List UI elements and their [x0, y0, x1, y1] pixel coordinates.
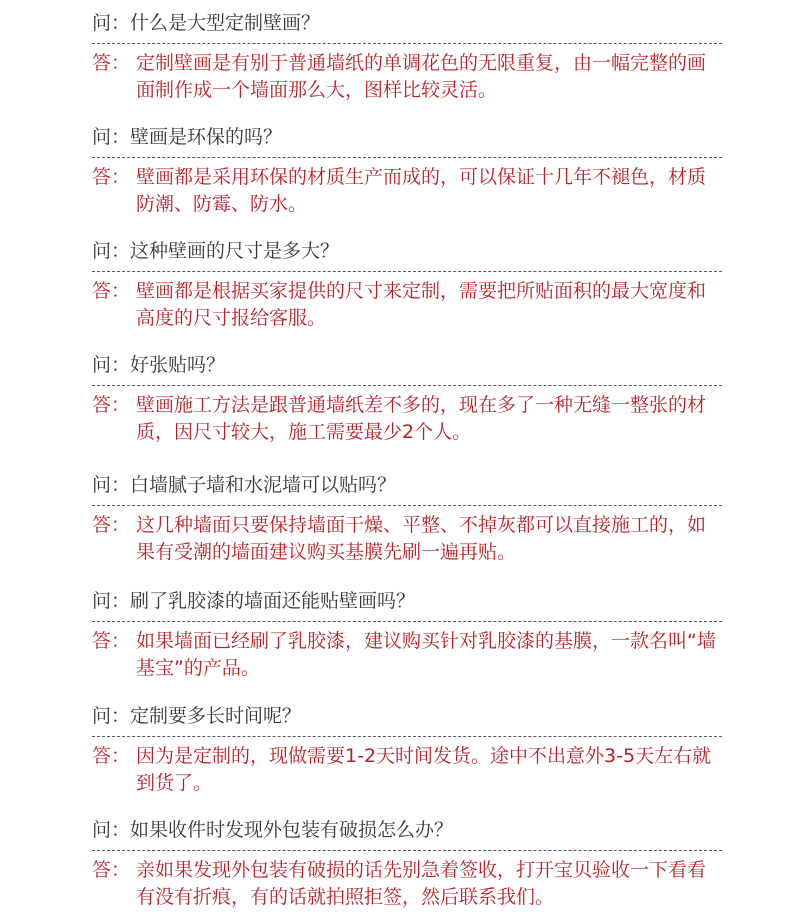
- dashed-divider: [92, 850, 722, 851]
- answer-text: 壁画都是根据买家提供的尺寸来定制，需要把所贴面积的最大宽度和高度的尺寸报给客服。: [136, 280, 707, 329]
- question: [92, 10, 722, 36]
- dashed-divider: [92, 271, 722, 272]
- faq-item: [92, 238, 722, 332]
- question-prefix: 问：: [92, 474, 131, 496]
- question-text: 刷了乳胶漆的墙面还能贴壁画吗？: [130, 590, 416, 612]
- question-text: 什么是大型定制壁画？: [130, 12, 321, 34]
- question-prefix: 问：: [92, 705, 131, 727]
- answer: [92, 164, 722, 218]
- answer: [92, 50, 722, 104]
- question: [92, 703, 722, 729]
- question-text: 定制要多长时间呢？: [130, 705, 302, 727]
- question: [92, 588, 722, 614]
- dashed-divider: [92, 157, 722, 158]
- question: [92, 817, 722, 843]
- dashed-divider: [92, 736, 722, 737]
- dashed-divider: [92, 505, 722, 506]
- dashed-divider: [92, 43, 722, 44]
- answer-text: 这几种墙面只要保持墙面干燥、平整、不掉灰都可以直接施工的，如果有受潮的墙面建议购买基膜先刷一遍再贴。: [136, 514, 707, 563]
- question: [92, 472, 722, 498]
- answer-prefix: 答：: [92, 394, 131, 416]
- answer-text: 如果墙面已经刷了乳胶漆，建议购买针对乳胶漆的基膜，一款名叫“墙基宝”的产品。: [136, 630, 716, 679]
- answer-text: 壁画施工方法是跟普通墙纸差不多的，现在多了一种无缝一整张的材质，因尺寸较大，施工需要最少2个人。: [136, 394, 707, 443]
- answer: [92, 743, 722, 797]
- answer: [92, 628, 722, 682]
- faq-item: [92, 817, 722, 911]
- question-text: 如果收件时发现外包装有破损怎么办？: [130, 819, 454, 841]
- answer: [92, 857, 722, 911]
- faq-item: [92, 10, 722, 104]
- answer-prefix: 答：: [92, 745, 131, 767]
- question-text: 白墙腻子墙和水泥墙可以贴吗？: [130, 474, 397, 496]
- question-text: 这种壁画的尺寸是多大？: [130, 240, 340, 262]
- dashed-divider: [92, 385, 722, 386]
- faq-item: [92, 588, 722, 682]
- faq-item: [92, 703, 722, 797]
- dashed-divider: [92, 621, 722, 622]
- question-prefix: 问：: [92, 126, 131, 148]
- answer: [92, 278, 722, 332]
- question: [92, 124, 722, 150]
- answer-prefix: 答：: [92, 630, 131, 652]
- answer-prefix: 答：: [92, 280, 131, 302]
- answer-text: 亲如果发现外包装有破损的话先别急着签收，打开宝贝验收一下看看有没有折痕，有的话就拍照拒签，然后联系我们。: [136, 859, 707, 908]
- question: [92, 352, 722, 378]
- faq-item: [92, 472, 722, 566]
- answer-prefix: 答：: [92, 859, 131, 881]
- question: [92, 238, 722, 264]
- question-text: 好张贴吗？: [130, 354, 226, 376]
- question-prefix: 问：: [92, 590, 131, 612]
- question-prefix: 问：: [92, 240, 131, 262]
- answer-prefix: 答：: [92, 514, 131, 536]
- answer: [92, 392, 722, 446]
- answer-text: 壁画都是采用环保的材质生产而成的，可以保证十几年不褪色，材质防潮、防霉、防水。: [136, 166, 707, 215]
- answer-prefix: 答：: [92, 166, 131, 188]
- question-prefix: 问：: [92, 354, 131, 376]
- answer-prefix: 答：: [92, 52, 131, 74]
- answer-text: 因为是定制的，现做需要1-2天时间发货。途中不出意外3-5天左右就到货了。: [136, 745, 712, 794]
- answer: [92, 512, 722, 566]
- question-text: 壁画是环保的吗？: [130, 126, 283, 148]
- question-prefix: 问：: [92, 12, 131, 34]
- answer-text: 定制壁画是有别于普通墙纸的单调花色的无限重复，由一幅完整的画面制作成一个墙面那么大，图样比较灵活。: [136, 52, 707, 101]
- question-prefix: 问：: [92, 819, 131, 841]
- faq-item: [92, 352, 722, 446]
- faq-item: [92, 124, 722, 218]
